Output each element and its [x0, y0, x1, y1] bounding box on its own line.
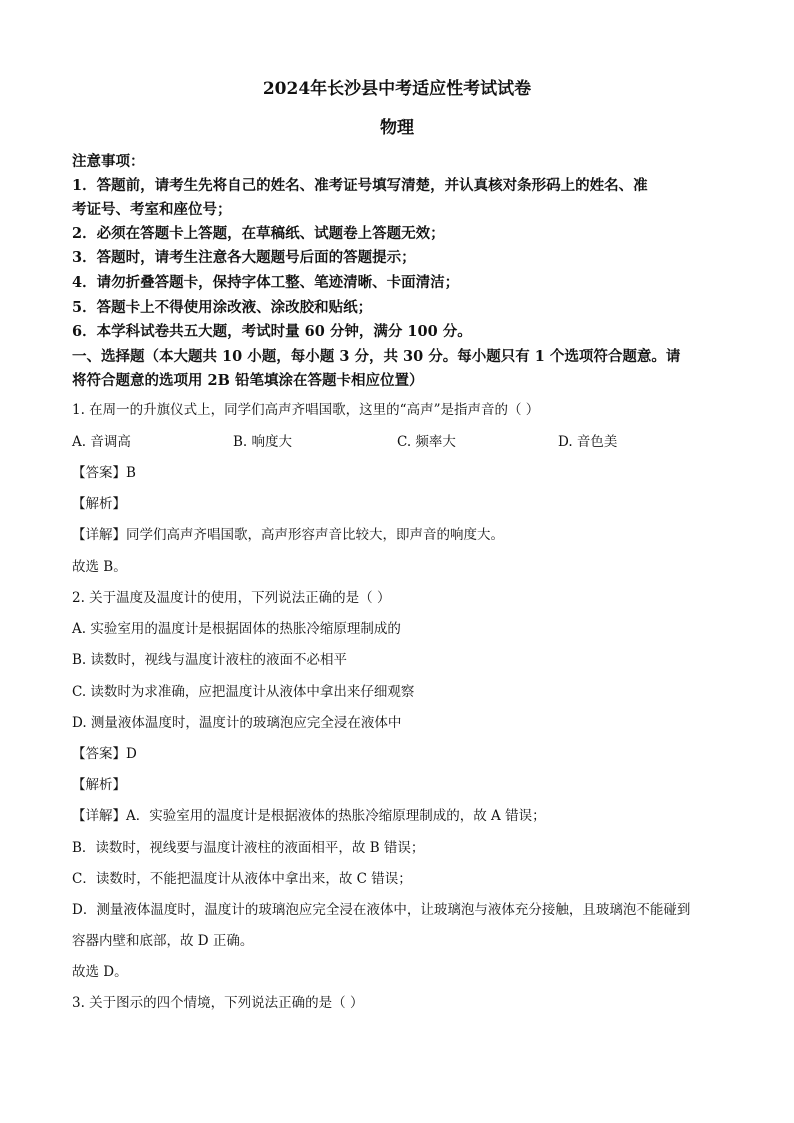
notice-item: 5．答题卡上不得使用涂改液、涂改胶和贴纸； — [72, 299, 373, 316]
question-1-option-b: B. 响度大 — [233, 434, 293, 450]
question-2-analysis: 【解析】 — [72, 777, 126, 793]
notice-item: 6．本学科试卷共五大题，考试时量 60 分钟，满分 100 分。 — [72, 323, 472, 340]
question-1-option-c: C. 频率大 — [397, 434, 456, 450]
exam-title: 2024年长沙县中考适应性考试试卷 — [262, 79, 532, 99]
question-2-detail: 【详解】A．实验室用的温度计是根据液体的热胀冷缩原理制成的，故 A 错误； — [72, 808, 546, 824]
question-2-answer: 【答案】D — [72, 746, 137, 762]
section-heading-cont: 将符合题意的选项用 2B 铅笔填涂在答题卡相应位置） — [72, 372, 424, 389]
notice-item: 2．必须在答题卡上答题，在草稿纸、试题卷上答题无效； — [72, 225, 445, 242]
question-2-detail: B．读数时，视线要与温度计液柱的液面相平，故 B 错误； — [72, 840, 425, 856]
subject-title: 物理 — [380, 118, 414, 138]
notice-item: 考证号、考室和座位号； — [72, 201, 232, 218]
notice-item: 3．答题时，请考生注意各大题题号后面的答题提示； — [72, 249, 416, 266]
notice-heading: 注意事项： — [72, 153, 145, 170]
question-2-option-b: B. 读数时，视线与温度计液柱的液面不必相平 — [72, 652, 348, 668]
notice-item: 4．请勿折叠答题卡，保持字体工整、笔迹清晰、卡面清洁； — [72, 274, 460, 291]
question-1-answer: 【答案】B — [72, 465, 136, 481]
question-1-detail: 【详解】同学们高声齐唱国歌，高声形容声音比较大，即声音的响度大。 — [72, 527, 504, 543]
question-2-detail: 容器内壁和底部，故 D 正确。 — [72, 933, 254, 949]
question-2-option-d: D. 测量液体温度时，温度计的玻璃泡应完全浸在液体中 — [72, 715, 402, 731]
section-heading: 一、选择题（本大题共 10 小题，每小题 3 分，共 30 分。每小题只有 1 个选项符合题意。请 — [72, 348, 681, 365]
question-2-detail: D．测量液体温度时，温度计的玻璃泡应完全浸在液体中，让玻璃泡与液体充分接触，且玻璃泡不能碰到 — [72, 902, 691, 918]
question-3-stem: 3. 关于图示的四个情境，下列说法正确的是（ ） — [72, 995, 364, 1011]
question-1-option-a: A. 音调高 — [72, 434, 131, 450]
question-2-conclusion: 故选 D。 — [72, 964, 128, 980]
question-1-analysis: 【解析】 — [72, 496, 126, 512]
question-2-option-a: A. 实验室用的温度计是根据固体的热胀冷缩原理制成的 — [72, 621, 401, 637]
notice-item: 1．答题前，请考生先将自己的姓名、准考证号填写清楚，并认真核对条形码上的姓名、准 — [72, 177, 648, 194]
question-2-detail: C．读数时，不能把温度计从液体中拿出来，故 C 错误； — [72, 871, 412, 887]
question-1-conclusion: 故选 B。 — [72, 559, 127, 575]
question-2-option-c: C. 读数时为求准确，应把温度计从液体中拿出来仔细观察 — [72, 684, 415, 700]
question-2-stem: 2. 关于温度及温度计的使用，下列说法正确的是（ ） — [72, 590, 391, 606]
question-1-option-d: D. 音色美 — [558, 434, 618, 450]
question-1-stem: 1. 在周一的升旗仪式上，同学们高声齐唱国歌，这里的“高声”是指声音的（ ） — [72, 402, 540, 418]
